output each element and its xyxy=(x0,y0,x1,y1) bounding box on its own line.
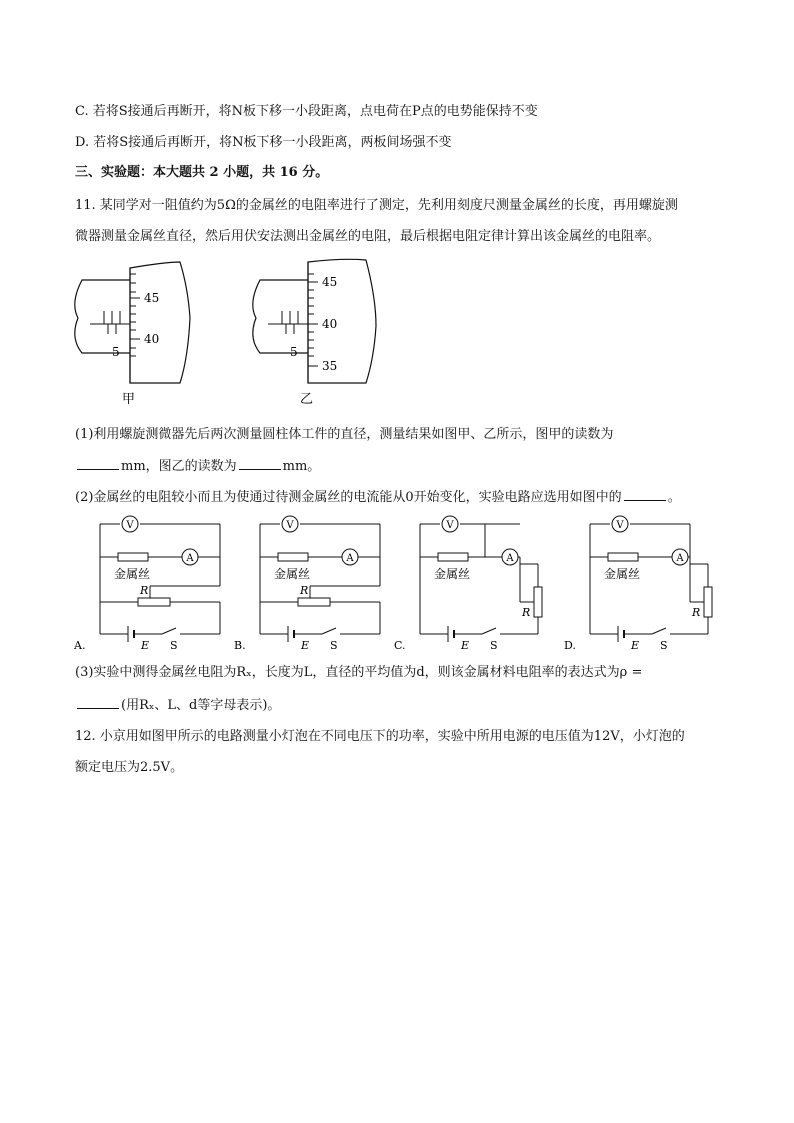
option-c: C. 若将S接通后再断开，将N板下移一小段距离，点电荷在P点的电势能保持不变 xyxy=(75,104,538,119)
voltmeter-label: V xyxy=(446,520,454,531)
circuit-d xyxy=(564,516,712,652)
wire-label: 金属丝 xyxy=(114,567,151,581)
rheostat-label: R xyxy=(140,584,149,597)
p2-end: 。 xyxy=(667,490,681,505)
sleeve-mark: 5 xyxy=(112,345,120,359)
switch-label: S xyxy=(330,639,338,652)
circuit-b xyxy=(234,516,380,652)
wire-label: 金属丝 xyxy=(434,567,471,581)
circuit-c xyxy=(394,516,542,652)
option-label: C. xyxy=(394,639,406,652)
rheostat-label: R xyxy=(522,606,531,619)
rheostat-label: R xyxy=(692,606,701,619)
option-label: B. xyxy=(234,639,246,652)
option-d: D. 若将S接通后再断开，将N板下移一小段距离，两板间场强不变 xyxy=(75,135,452,150)
source-label: E xyxy=(141,639,150,652)
q11-part3-line2 xyxy=(75,696,280,715)
answer-blank-yi[interactable] xyxy=(239,457,281,470)
q11-text-line2: 微器测量金属丝直径，然后用伏安法测出金属丝的电阻，最后根据电阻定律计算出该金属丝的电阻率。 xyxy=(75,229,661,244)
rheostat xyxy=(534,587,542,617)
ammeter-label: A xyxy=(676,553,684,564)
q12-text-line1: 12. 小京用如图甲所示的电路测量小灯泡在不同电压下的功率，实验中所用电源的电压值为12V，小灯泡的 xyxy=(75,729,685,744)
source-label: E xyxy=(461,639,470,652)
micrometer-figure-yi xyxy=(248,258,388,408)
rheostat xyxy=(704,587,712,617)
circuit-options xyxy=(70,512,730,657)
section-heading: 三、实验题：本大题共 2 小题，共 16 分。 xyxy=(75,165,329,180)
q11-text-line1: 11. 某同学对一阻值约为5Ω的金属丝的电阻率进行了测定，先利用刻度尺测量金属丝的长度，再用螺旋测 xyxy=(75,198,678,213)
thimble-label-45: 45 xyxy=(144,291,160,305)
source-label: E xyxy=(631,639,640,652)
thimble-label-45: 45 xyxy=(322,275,338,289)
wire-label: 金属丝 xyxy=(604,567,641,581)
figure-caption: 乙 xyxy=(300,392,314,407)
switch-label: S xyxy=(490,639,498,652)
p1-b1: mm，图乙的读数为 xyxy=(121,459,237,474)
rheostat-label: R xyxy=(300,584,309,597)
option-label: D. xyxy=(564,639,576,652)
sleeve-mark: 5 xyxy=(290,345,298,359)
switch-label: S xyxy=(170,639,178,652)
answer-blank-circuit[interactable] xyxy=(624,488,666,501)
rheostat xyxy=(298,598,330,606)
voltmeter-label: V xyxy=(616,520,624,531)
circuit-a xyxy=(73,516,220,652)
p2-text: (2)金属丝的电阻较小而且为使通过待测金属丝的电流能从0开始变化，实验电路应选用如图中的 xyxy=(75,490,622,505)
wire-resistor xyxy=(438,553,468,561)
thimble-label-40: 40 xyxy=(322,317,338,331)
q11-part3-line1: (3)实验中测得金属丝电阻为Rₓ，长度为L，直径的平均值为d，则该金属材料电阻率的表达式为ρ = xyxy=(75,665,643,680)
switch-label: S xyxy=(660,639,668,652)
p1-b2: mm。 xyxy=(282,459,321,474)
switch-icon xyxy=(322,628,336,634)
option-label: A. xyxy=(74,639,86,652)
wire-resistor xyxy=(608,553,638,561)
thimble-label-35: 35 xyxy=(322,359,338,373)
answer-blank-jia[interactable] xyxy=(77,457,119,470)
wire-resistor xyxy=(278,553,308,561)
wire-label: 金属丝 xyxy=(274,567,311,581)
p3-b: (用Rₓ、L、d等字母表示)。 xyxy=(121,698,281,713)
switch-icon xyxy=(162,628,176,634)
answer-blank-rho[interactable] xyxy=(77,696,119,709)
q11-part2 xyxy=(75,488,681,507)
switch-icon xyxy=(482,628,496,634)
figure-caption: 甲 xyxy=(122,392,136,407)
ammeter-label: A xyxy=(186,553,194,564)
ammeter-label: A xyxy=(346,553,354,564)
voltmeter-label: V xyxy=(286,520,294,531)
voltmeter-label: V xyxy=(126,520,134,531)
rheostat xyxy=(138,598,170,606)
micrometer-figure-jia xyxy=(70,258,210,408)
source-label: E xyxy=(301,639,310,652)
q12-text-line2: 额定电压为2.5V。 xyxy=(75,760,184,775)
ammeter-label: A xyxy=(506,553,514,564)
wire-resistor xyxy=(118,553,148,561)
switch-icon xyxy=(652,628,666,634)
thimble-label-40: 40 xyxy=(144,332,160,346)
q11-part1-line1: (1)利用螺旋测微器先后两次测量圆柱体工件的直径，测量结果如图甲、乙所示，图甲的读数为 xyxy=(75,427,614,442)
q11-part1-line2 xyxy=(75,457,320,476)
